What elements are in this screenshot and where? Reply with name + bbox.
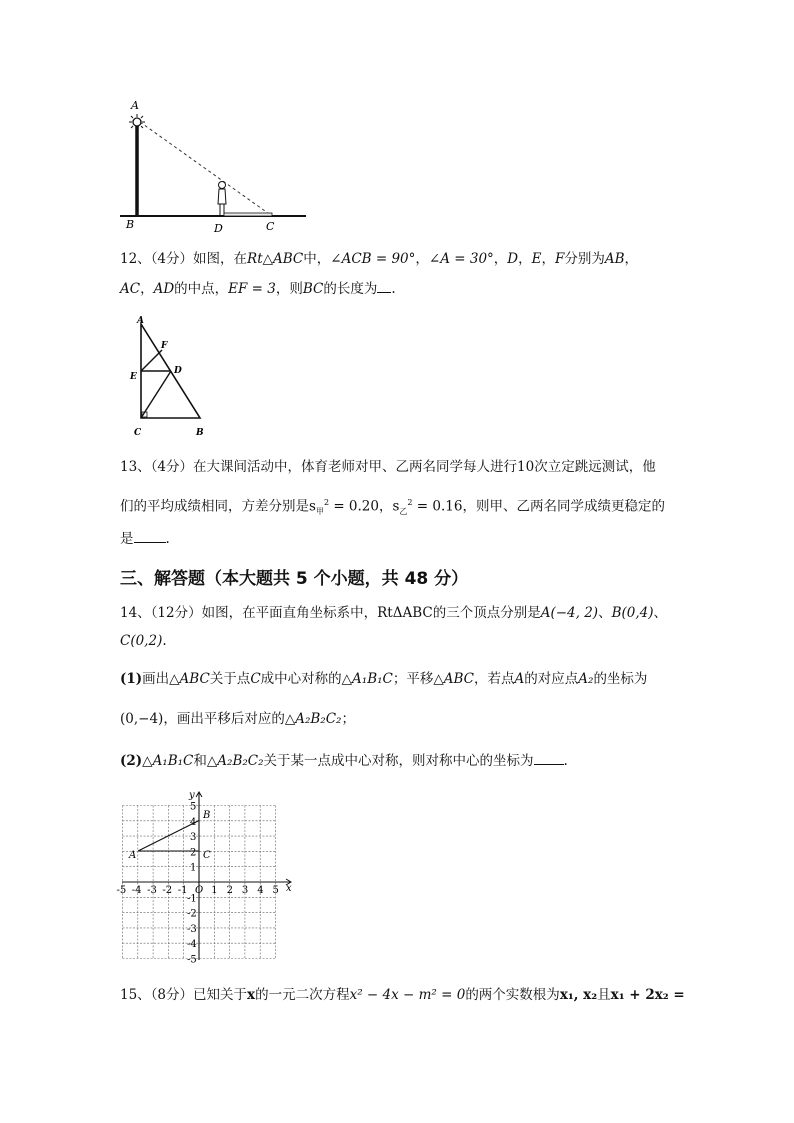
- tri-label-A: A: [137, 316, 144, 326]
- label-B: B: [126, 218, 135, 231]
- tri-label-C: C: [134, 428, 142, 438]
- q14-part2: (2)△A₁B₁C和△A₂B₂C₂关于某一点成中心对称，则对称中心的坐标为 .: [120, 753, 568, 769]
- x-tick-label: -1: [177, 885, 188, 896]
- tri-label-D: D: [174, 366, 182, 376]
- y-tick-label: -5: [187, 954, 197, 966]
- x-tick-label: 1: [211, 885, 218, 896]
- q12-line2: AC，AD的中点，EF = 3，则BC的长度为 .: [120, 281, 396, 297]
- q14-line2: C(0,2).: [120, 633, 167, 649]
- y-axis-label: y: [189, 790, 195, 801]
- y-tick-label: 5: [190, 801, 197, 813]
- y-tick-label: 1: [190, 862, 197, 874]
- x-tick-label: 3: [241, 885, 249, 896]
- q14-answer-blank[interactable]: [534, 752, 564, 765]
- label-C: C: [266, 220, 275, 233]
- section-heading: 三、解答题（本大题共 5 个小题，共 48 分）: [120, 569, 469, 589]
- x-tick-label: -2: [162, 885, 173, 896]
- x-tick-label: O: [195, 885, 204, 896]
- y-tick-label: -4: [187, 939, 197, 951]
- q13-line1: 13、（4分）在大课间活动中，体育老师对甲、乙两名同学每人进行10次立定跳远测试，他: [120, 459, 656, 475]
- sun-lamp-icon: [129, 114, 145, 130]
- y-tick-label: -2: [187, 908, 197, 920]
- segment-EF: [141, 350, 162, 371]
- label-D: D: [214, 222, 223, 235]
- y-tick-label: 4: [190, 816, 197, 828]
- q14-line1: 14、（12分）如图，在平面直角坐标系中，RtΔABC的三个顶点分别是A(−4, 2)、B(0,4)、: [120, 605, 668, 621]
- segment-CD: [141, 371, 171, 418]
- q13-line2: 们的平均成绩相同，方差分别是$s_甲^2 = 0.20$，$s_乙^2 = 0.16$，则甲、乙两名同学成绩更稳定的: [120, 498, 665, 517]
- x-tick-label: -5: [116, 885, 127, 896]
- lamp-shadow-figure: [120, 98, 310, 238]
- shadow: [224, 213, 272, 216]
- q12-line1: 12、（4分）如图，在Rt△ABC中，∠ACB = 90°，∠A = 30°，D，E，F分别为AB，: [120, 251, 639, 267]
- q14-part1-line2: (0,−4)，画出平移后对应的△A₂B₂C₂；: [120, 711, 355, 727]
- q12-answer-blank[interactable]: [377, 280, 391, 293]
- label-A: A: [131, 99, 139, 112]
- grid-label-A: A: [129, 850, 137, 861]
- q15-line1: 15、（8分）已知关于x的一元二次方程x² − 4x − m² = 0的两个实数根为x₁, x₂且x₁ + 2x₂ =: [120, 987, 685, 1003]
- x-tick-label: -4: [131, 885, 142, 896]
- tick-labels: [117, 802, 279, 966]
- y-tick-label: 2: [190, 847, 197, 859]
- light-ray: [140, 122, 272, 216]
- y-tick-label: -1: [187, 893, 197, 905]
- tri-label-E: E: [130, 372, 137, 382]
- coordinate-grid: [118, 790, 296, 966]
- x-axis-label: x: [286, 883, 292, 894]
- tri-label-B: B: [196, 428, 204, 438]
- x-tick-label: 5: [272, 885, 279, 896]
- grid-label-C: C: [203, 850, 211, 861]
- tri-label-F: F: [161, 341, 168, 351]
- y-tick-label: 3: [190, 832, 197, 844]
- x-tick-label: 2: [226, 885, 233, 896]
- q13-line3: 是 .: [120, 531, 170, 547]
- x-tick-label: 4: [257, 885, 264, 896]
- q14-part1-line1: (1)画出△ABC关于点C成中心对称的△A₁B₁C；平移△ABC，若点A的对应点A₂的坐标为: [120, 671, 648, 687]
- y-tick-label: -3: [187, 923, 197, 935]
- triangle-figure: [128, 314, 210, 440]
- x-tick-label: -3: [147, 885, 157, 896]
- person-icon: [218, 182, 226, 217]
- q13-answer-blank[interactable]: [134, 530, 166, 543]
- grid-label-B: B: [203, 810, 211, 821]
